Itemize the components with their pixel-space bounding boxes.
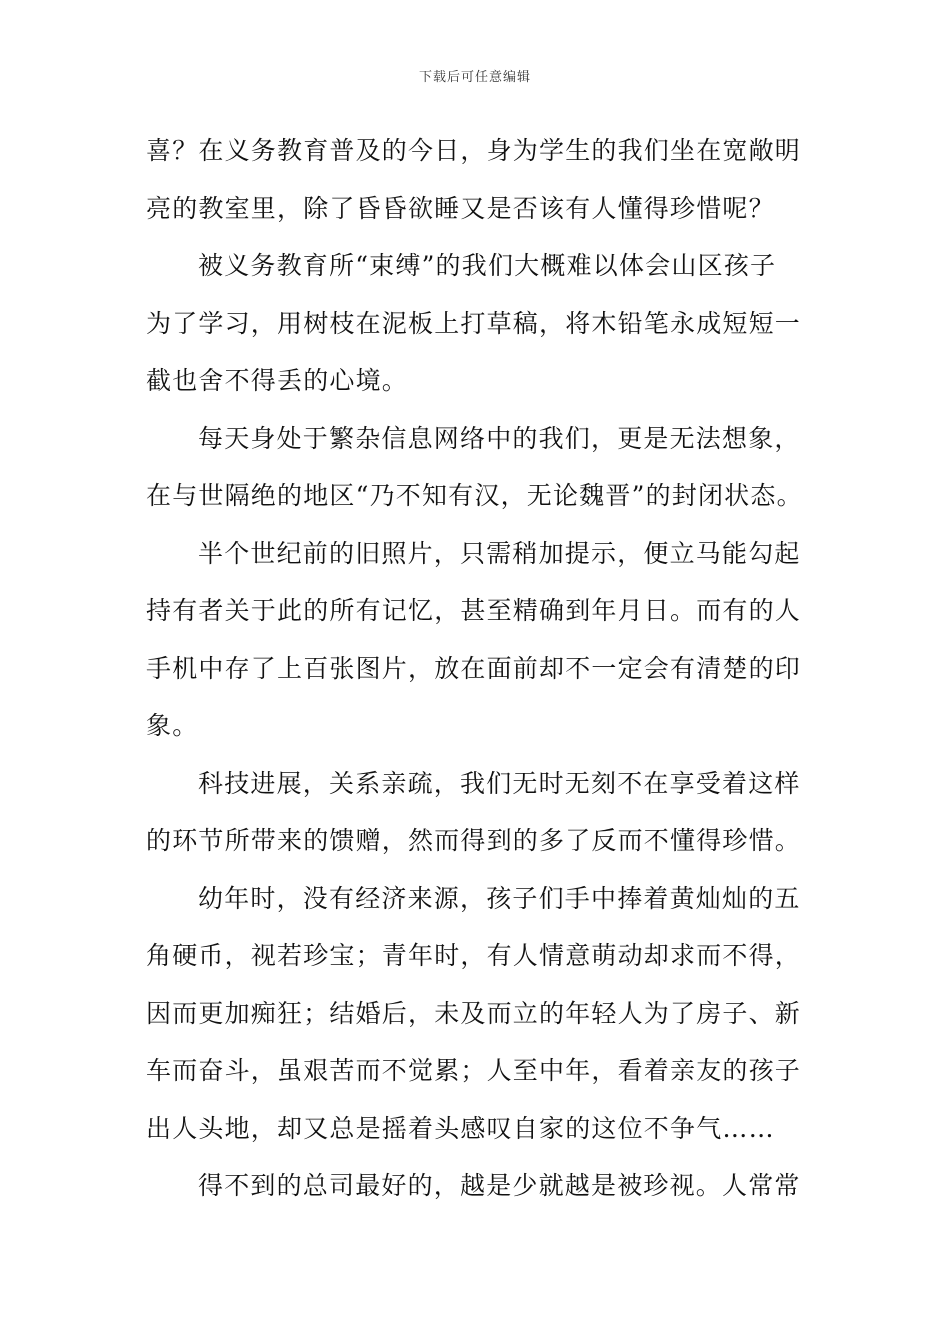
text-line: 在与世隔绝的地区“乃不知有汉，无论魏晋”的封闭状态。 [146,481,803,510]
text-line: 得不到的总司最好的，越是少就越是被珍视。人常常 [198,1171,801,1200]
text-line: 亮的教室里，除了昏昏欲睡又是否该有人懂得珍惜呢？ [146,193,775,223]
text-line: 因而更加痴狂；结婚后，未及而立的年轻人为了房子、新 [146,998,802,1028]
page-header: 下载后可任意编辑 [418,70,531,85]
text-line: 每天身处于繁杂信息网络中的我们，更是无法想象， [198,423,801,453]
text-line: 截也舍不得丢的心境。 [146,366,409,395]
text-line: 出人头地，却又总是摇着头感叹自家的这位不争气…… [146,1113,775,1143]
text-line: 半个世纪前的旧照片，只需稍加提示，便立马能勾起 [198,538,801,568]
text-line: 被义务教育所“束缚”的我们大概难以体会山区孩子 [198,251,777,280]
text-line: 幼年时，没有经济来源，孩子们手中捧着黄灿灿的五 [198,883,801,913]
text-line: 为了学习，用树枝在泥板上打草稿，将木铅笔永成短短一 [146,308,802,338]
document-body [146,122,810,1215]
text-line: 车而奋斗，虽艰苦而不觉累；人至中年，看着亲友的孩子 [146,1056,802,1085]
text-line: 持有者关于此的所有记忆，甚至精确到年月日。而有的人 [146,596,802,625]
text-line: 角硬币，视若珍宝；青年时，有人情意萌动却求而不得， [146,941,802,970]
text-line: 象。 [146,711,199,740]
text-line: 手机中存了上百张图片，放在面前却不一定会有清楚的印 [146,653,802,683]
text-line: 科技进展，关系亲疏，我们无时无刻不在享受着这样 [198,768,801,798]
text-line: 喜？在义务教育普及的今日，身为学生的我们坐在宽敞明 [146,136,802,165]
text-line: 的环节所带来的馈赠，然而得到的多了反而不懂得珍惜。 [146,826,802,855]
